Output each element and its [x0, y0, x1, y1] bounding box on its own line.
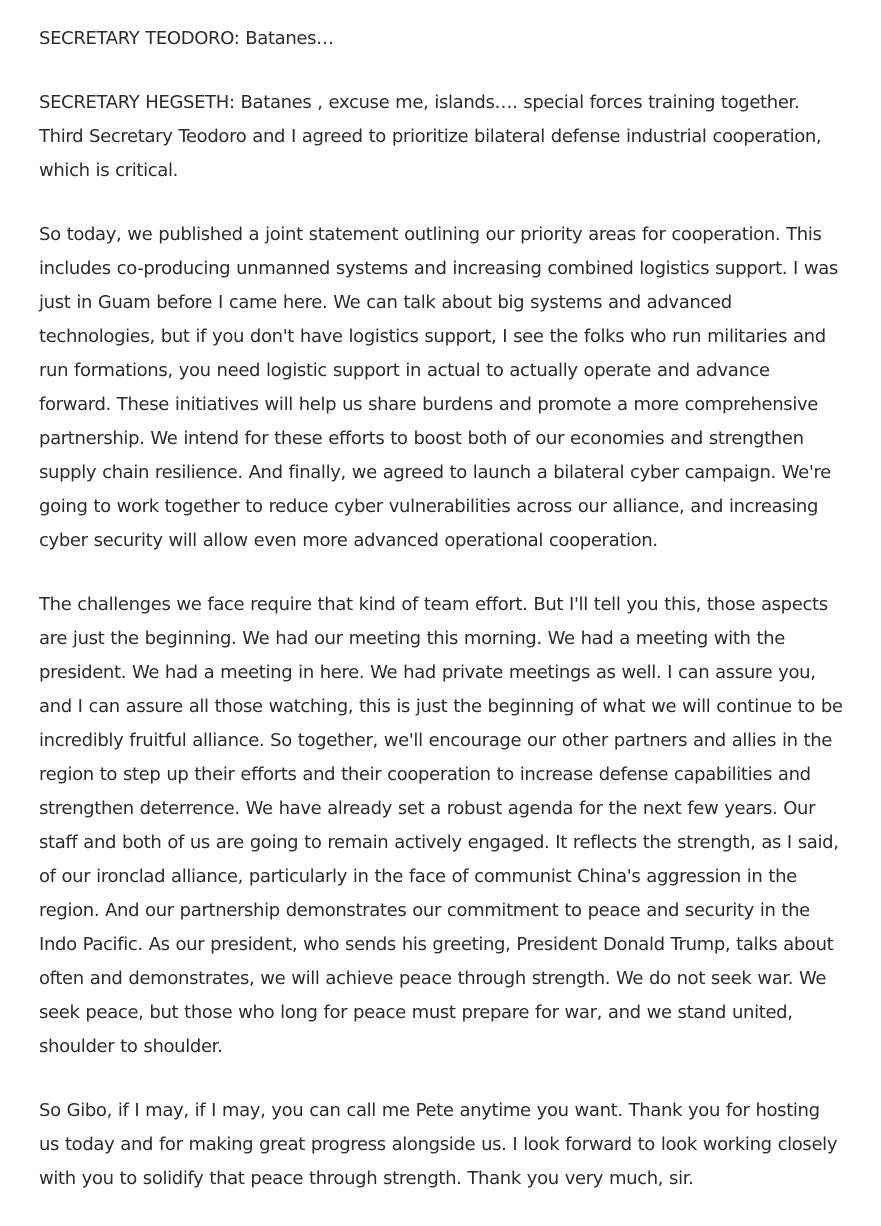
paragraph-teodoro-batanes: SECRETARY TEODORO: Batanes… [39, 28, 334, 49]
transcript-body [39, 22, 845, 1226]
paragraph-team-effort: The challenges we face require that kind of team effort. But I'll tell you this, those aspects are just the beginning. We had our meeting this morning. We had a meeting with the president. We had a meeting in here. We had private meetings as well. I can assure you, and I can assure all those watching, this is just the beginning of what we will continue to be incredibly fruitful alliance. So together, we'll encourage our other partners and allies in the region to step up their efforts and their cooperation to increase defense capabilities and strengthen deterrence. We have already set a robust agenda for the next few years. Our staff and both of us are going to remain actively engaged. It reflects the strength, as I said, of our ironclad alliance, particularly in the face of communist China's aggression in the region. And our partnership demonstrates our commitment to peace and security in the Indo Pacific. As our president, who sends his greeting, President Donald Trump, talks about often and demonstrates, we will achieve peace through strength. We do not seek war. We seek peace, but those who long for peace must prepare for war, and we stand united, shoulder to shoulder. [39, 594, 843, 1057]
paragraph-hegseth-opening: SECRETARY HEGSETH: Batanes , excuse me, islands…. special forces training together. Third Secretary Teodoro and I agreed to prioritize bilateral defense industrial cooperation, which is critical. [39, 92, 822, 181]
paragraph-closing-thanks: So Gibo, if I may, if I may, you can call me Pete anytime you want. Thank you for hosting us today and for making great progress alongside us. I look forward to look working closely with you to solidify that peace through strength. Thank you very much, sir. [39, 1100, 838, 1189]
paragraph-joint-statement: So today, we published a joint statement outlining our priority areas for cooperation. This includes co-producing unmanned systems and increasing combined logistics support. I was just in Guam before I came here. We can talk about big systems and advanced technologies, but if you don't have logistics support, I see the folks who run militaries and run formations, you need logistic support in actual to actually operate and advance forward. These initiatives will help us share burdens and promote a more comprehensive partnership. We intend for these efforts to boost both of our economies and strengthen supply chain resilience. And finally, we agreed to launch a bilateral cyber campaign. We're going to work together to reduce cyber vulnerabilities across our alliance, and increasing cyber security will allow even more advanced operational cooperation. [39, 224, 838, 551]
